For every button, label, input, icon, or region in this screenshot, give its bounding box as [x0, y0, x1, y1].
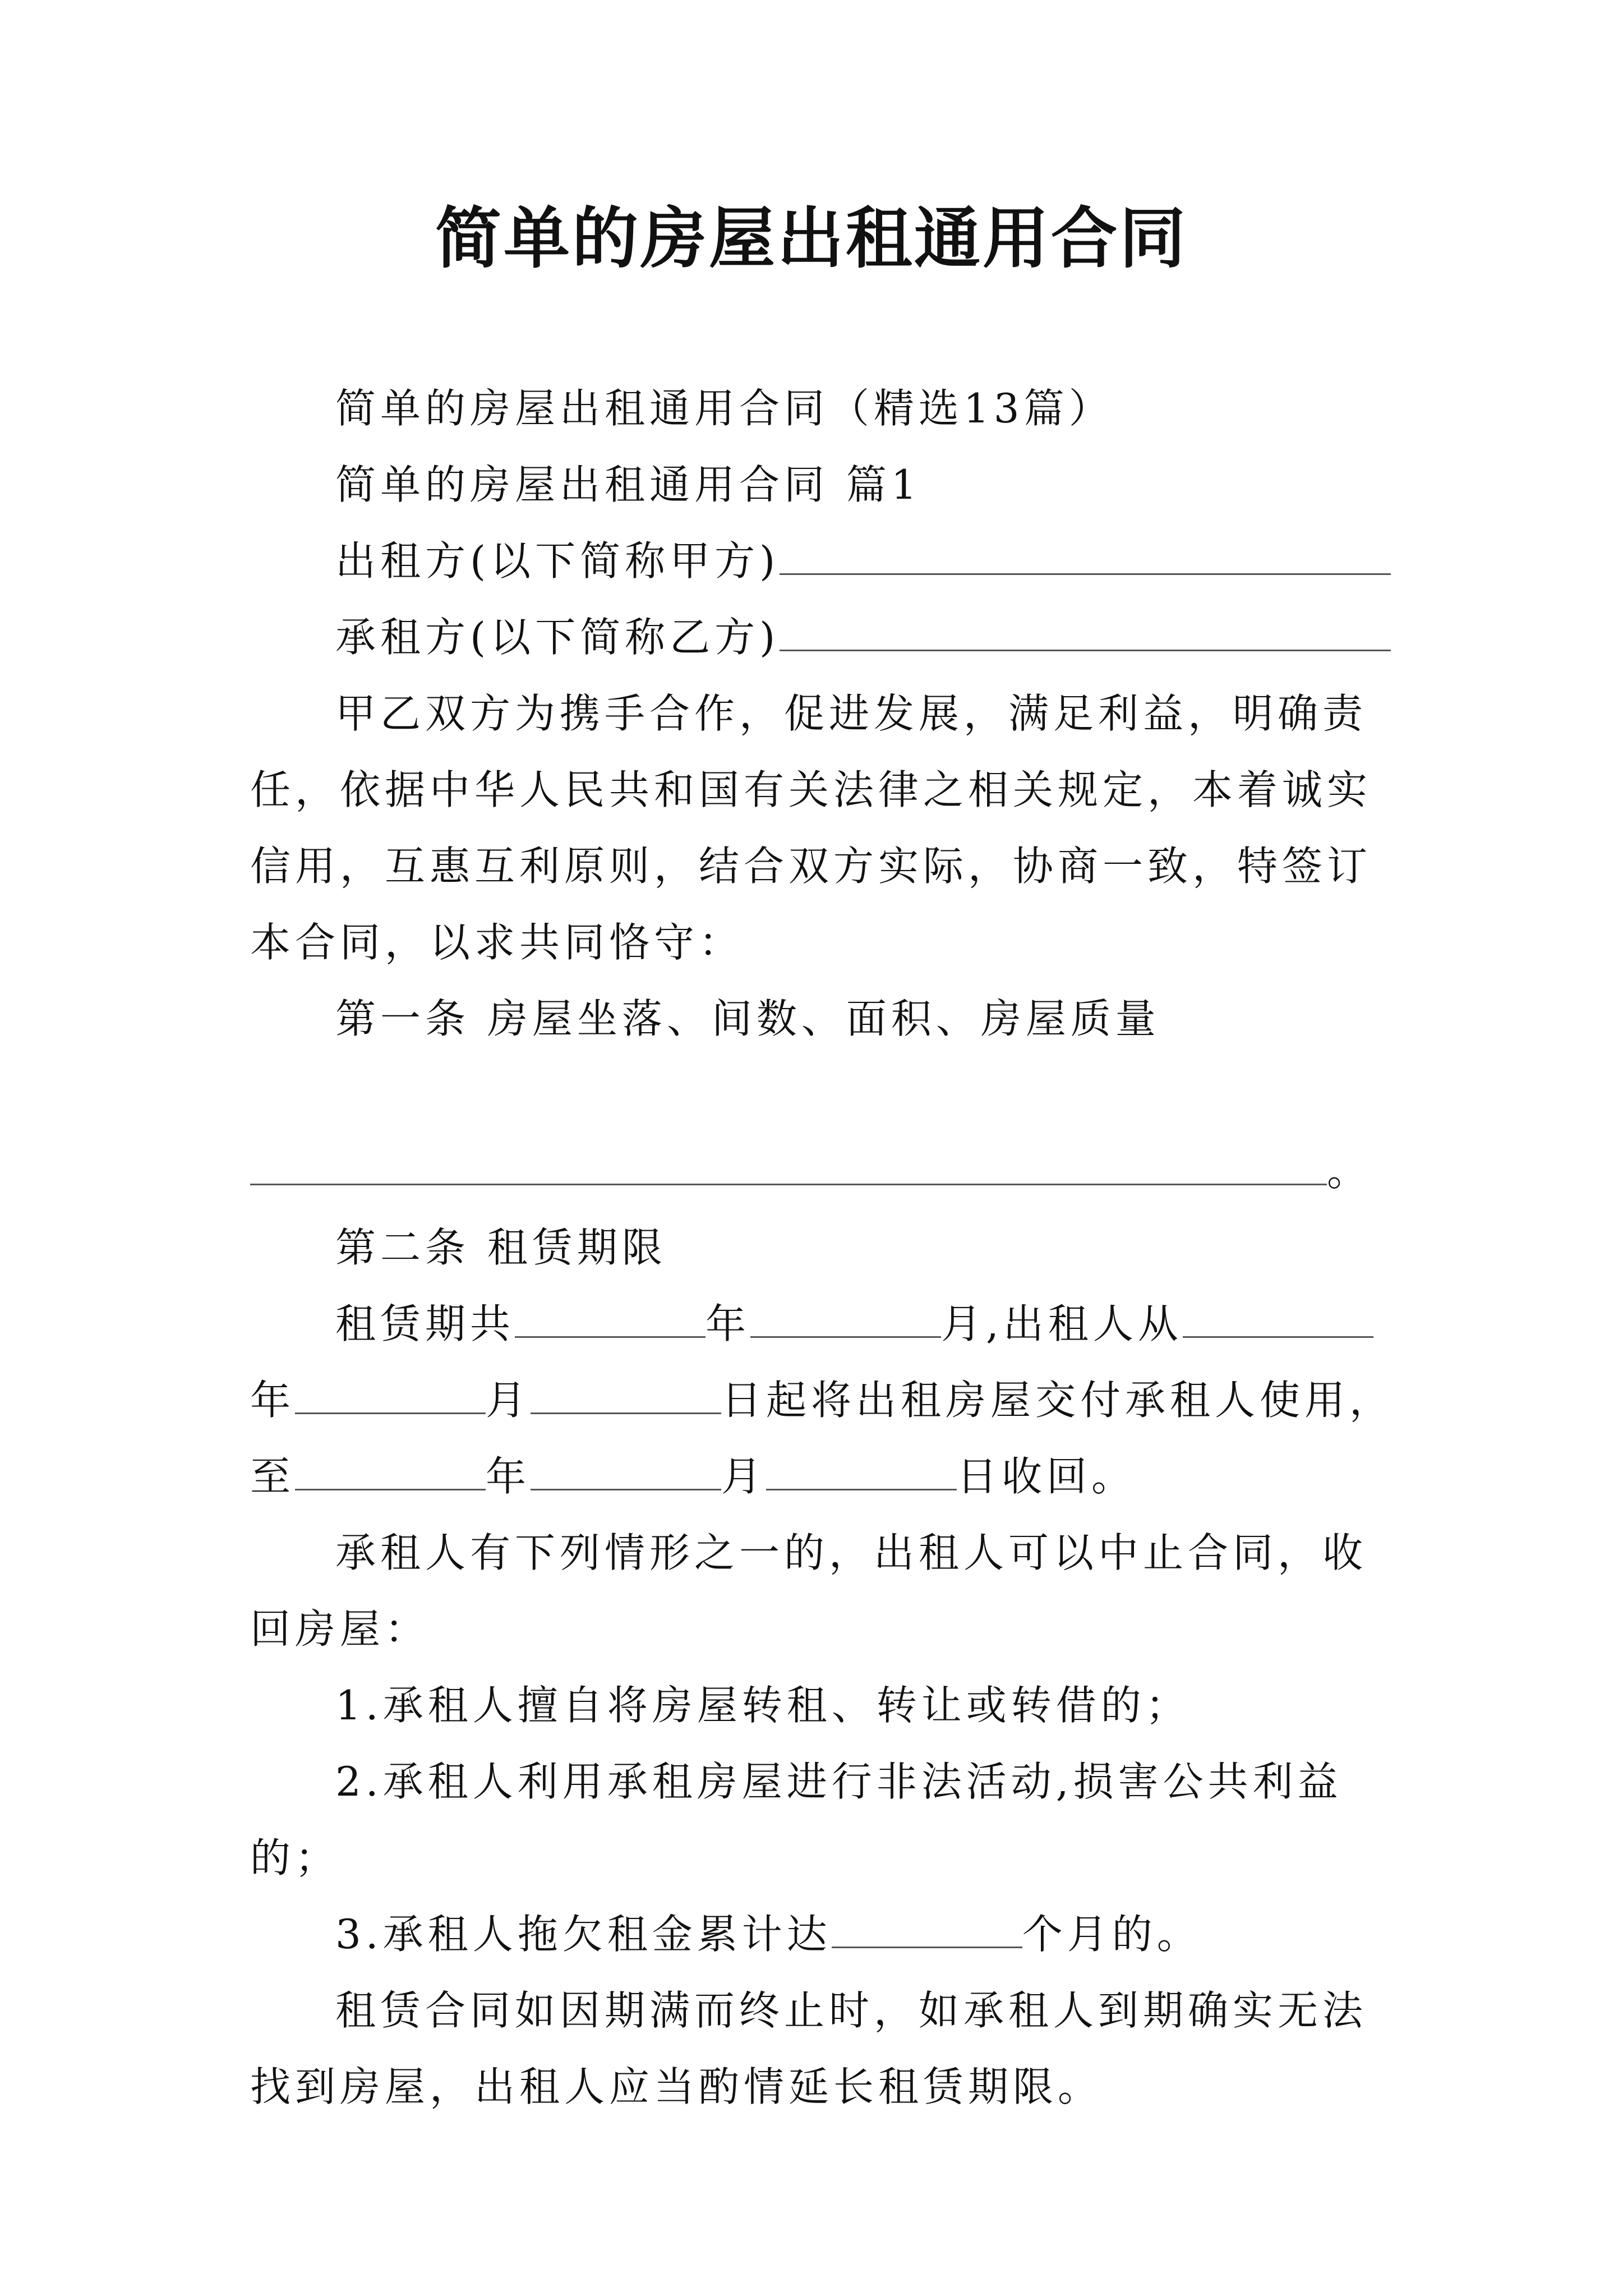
lessee-blank	[780, 607, 1391, 651]
lease-text: 月	[721, 1453, 767, 1500]
lease-text: 租赁期共	[335, 1300, 515, 1347]
lease-text: 月,出租人从	[941, 1300, 1183, 1347]
lease-text: 日收回。	[957, 1453, 1137, 1500]
termination-item-3	[250, 1896, 1396, 1972]
lease-text: 日起将出租房屋交付承租人使用，至	[250, 1377, 1395, 1500]
lease-term-paragraph	[250, 1286, 1396, 1515]
subtitle: 简单的房屋出租通用合同（精选13篇）	[335, 385, 1114, 432]
blank-space	[250, 1057, 1396, 1133]
termination-intro: 承租人有下列情形之一的，出租人可以中止合同，收回房屋：	[250, 1529, 1368, 1653]
lease-text: 年	[706, 1300, 751, 1347]
arrears-months-blank	[832, 1904, 1022, 1948]
start-year-blank	[1183, 1294, 1373, 1338]
months-blank	[750, 1294, 941, 1338]
renewal-paragraph: 租赁合同如因期满而终止时，如承租人到期确实无法找到房屋，出租人应当酌情延长租赁期限。	[250, 1987, 1368, 2110]
period-mark: 。	[1327, 1148, 1372, 1195]
termination-item-2: 2.承租人利用承租房屋进行非法活动,损害公共利益的；	[250, 1758, 1343, 1881]
end-day-blank	[766, 1446, 957, 1490]
start-month-blank	[295, 1370, 486, 1414]
lessor-blank	[780, 531, 1391, 575]
lessor-label: 出租方(以下简称甲方)	[335, 537, 780, 585]
end-year-blank	[295, 1446, 486, 1490]
article-1-heading: 第一条 房屋坐落、间数、面积、房屋质量	[335, 995, 1160, 1042]
document-body	[250, 370, 1396, 2125]
lessor-line	[250, 523, 1396, 599]
intro-paragraph: 甲乙双方为携手合作，促进发展，满足利益，明确责任，依据中华人民共和国有关法律之相关规定，本着诚实信用，互惠互利原则，结合双方实际，协商一致，特签订本合同，以求共同恪守：	[250, 690, 1372, 966]
lessee-line	[250, 599, 1396, 675]
lease-text: 月	[486, 1377, 531, 1424]
lease-text: 年	[486, 1453, 531, 1500]
article-1-blank-line	[250, 1133, 1396, 1209]
item3-text: 3.承租人拖欠租金累计达	[335, 1911, 832, 1958]
start-day-blank	[531, 1370, 721, 1414]
article-2-heading: 第二条 租赁期限	[335, 1224, 667, 1271]
termination-item-1: 1.承租人擅自将房屋转租、转让或转借的；	[335, 1682, 1191, 1729]
document-title: 简单的房屋出租通用合同	[435, 199, 1188, 277]
lease-text: 年	[250, 1377, 296, 1424]
section-heading: 简单的房屋出租通用合同 篇1	[335, 461, 921, 508]
lessee-label: 承租方(以下简称乙方)	[335, 614, 780, 661]
item3-text: 个月的。	[1022, 1911, 1202, 1958]
property-description-blank	[250, 1141, 1327, 1185]
years-blank	[515, 1294, 706, 1338]
end-month-blank	[531, 1446, 721, 1490]
